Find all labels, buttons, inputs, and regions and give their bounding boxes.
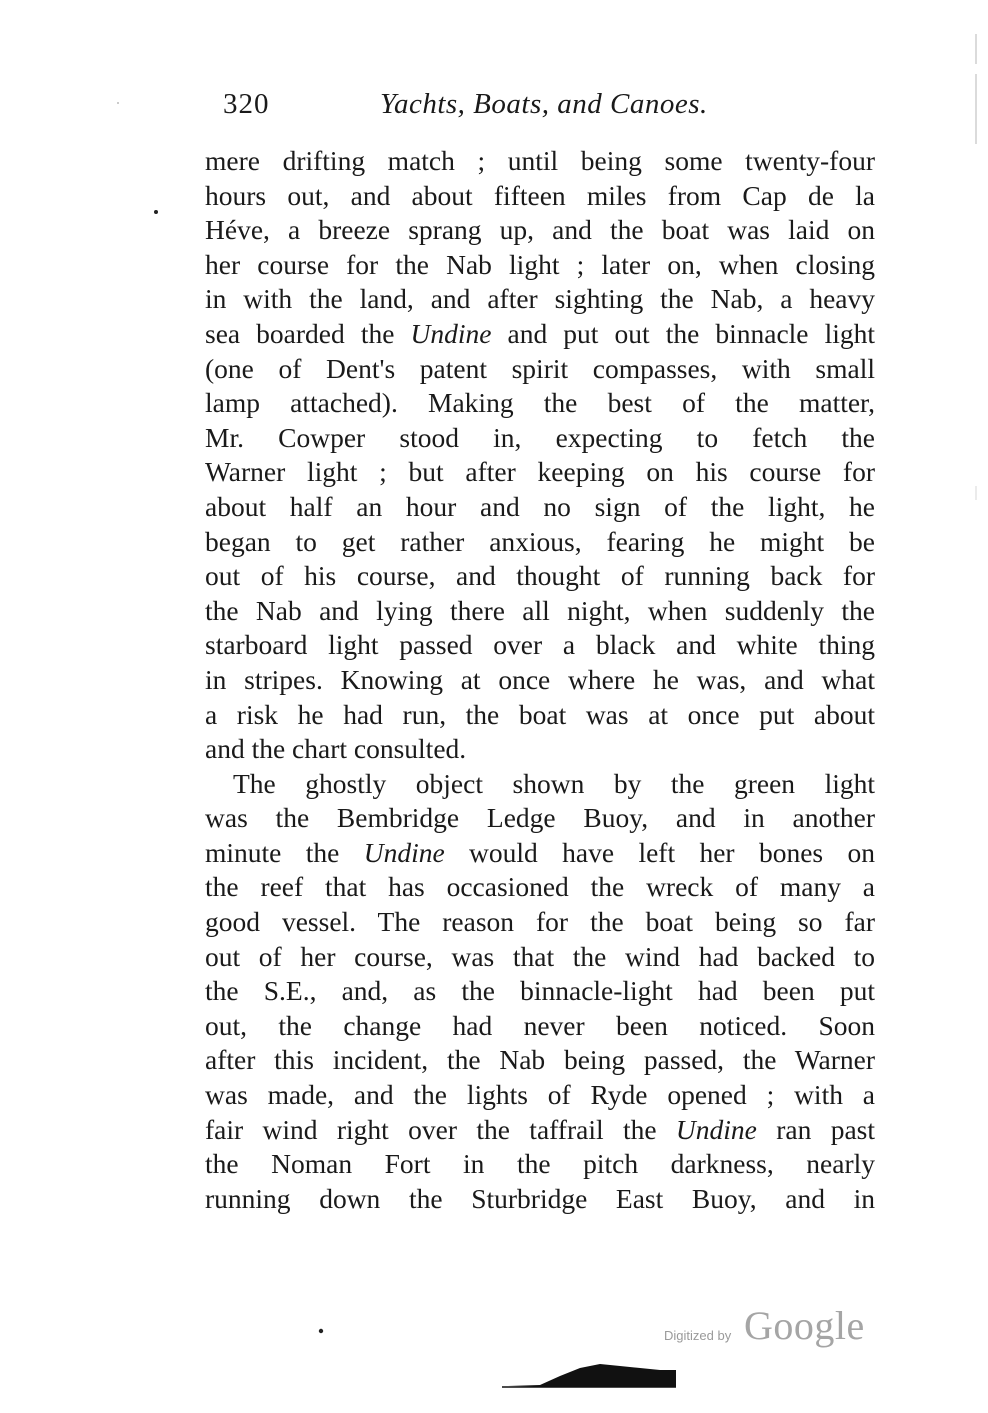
text-line: after this incident, the Nab being passed, the Warner bbox=[205, 1044, 875, 1076]
digitized-by-google-watermark bbox=[664, 1303, 869, 1349]
paragraph-end-line: and the chart consulted. bbox=[205, 733, 467, 765]
scan-edge-lines bbox=[974, 34, 978, 144]
scan-ink-smudge bbox=[500, 1356, 680, 1390]
ship-name: Undine bbox=[410, 317, 492, 349]
running-head bbox=[215, 88, 875, 124]
text-line: a risk he had run, the boat was at once put about bbox=[205, 698, 875, 730]
text-line: the reef that has occasioned the wreck of many a bbox=[205, 871, 875, 903]
text-line: out of her course, was that the wind had backed to bbox=[205, 940, 875, 972]
watermark-brand: Google bbox=[744, 1303, 865, 1348]
text-line: mere drifting match ; until being some twenty-four bbox=[205, 145, 875, 176]
text-line: hours out, and about fifteen miles from Cap de la bbox=[205, 179, 875, 211]
ship-name: Undine bbox=[675, 1113, 757, 1145]
text-line: lamp attached). Making the best of the matter, bbox=[205, 387, 875, 419]
text-line: good vessel. The reason for the boat being so far bbox=[205, 906, 875, 938]
text-line: sea boarded the Undine and put out the binnacle light bbox=[205, 317, 876, 349]
text-line: Héve, a breeze sprang up, and the boat was laid on bbox=[205, 214, 875, 246]
text-line: in stripes. Knowing at once where he was, and what bbox=[205, 663, 875, 695]
text-line: (one of Dent's patent spirit compasses, with small bbox=[205, 352, 875, 384]
running-title: Yachts, Boats, and Canoes. bbox=[380, 88, 708, 120]
text-line: minute the Undine would have left her bones on bbox=[205, 836, 875, 868]
scan-edge-tick bbox=[974, 486, 978, 500]
text-line: Mr. Cowper stood in, expecting to fetch the bbox=[205, 421, 875, 453]
text-line: running down the Sturbridge East Buoy, and in bbox=[205, 1182, 875, 1214]
text-line: starboard light passed over a black and white thing bbox=[205, 629, 875, 661]
paragraph-start-line: The ghostly object shown by the green light bbox=[233, 767, 875, 799]
scan-dot-mark bbox=[317, 1327, 325, 1335]
page-number: 320 bbox=[223, 88, 270, 120]
text-line: out of his course, and thought of running back for bbox=[205, 560, 875, 592]
text-line: fair wind right over the taffrail the Undine ran past bbox=[205, 1113, 876, 1145]
ship-name: Undine bbox=[363, 836, 445, 868]
text-line: about half an hour and no sign of the light, he bbox=[205, 490, 875, 522]
text-line: was the Bembridge Ledge Buoy, and in another bbox=[205, 802, 875, 834]
scan-dot-mark bbox=[152, 208, 160, 216]
text-line: the Nab and lying there all night, when suddenly the bbox=[205, 594, 875, 626]
text-line: the Noman Fort in the pitch darkness, nearly bbox=[205, 1148, 875, 1180]
text-line: out, the change had never been noticed. Soon bbox=[205, 1009, 875, 1041]
text-line: Warner light ; but after keeping on his course for bbox=[205, 456, 875, 488]
text-line: was made, and the lights of Ryde opened ; with a bbox=[205, 1079, 875, 1111]
text-line: began to get rather anxious, fearing he might be bbox=[205, 525, 875, 557]
scan-dot-mark bbox=[116, 101, 120, 105]
text-line: in with the land, and after sighting the Nab, a heavy bbox=[205, 283, 875, 315]
body-text bbox=[205, 144, 875, 1216]
text-line: the S.E., and, as the binnacle-light had been put bbox=[205, 975, 875, 1007]
text-line: her course for the Nab light ; later on, when closing bbox=[205, 248, 875, 280]
watermark-prefix: Digitized by bbox=[664, 1328, 732, 1343]
